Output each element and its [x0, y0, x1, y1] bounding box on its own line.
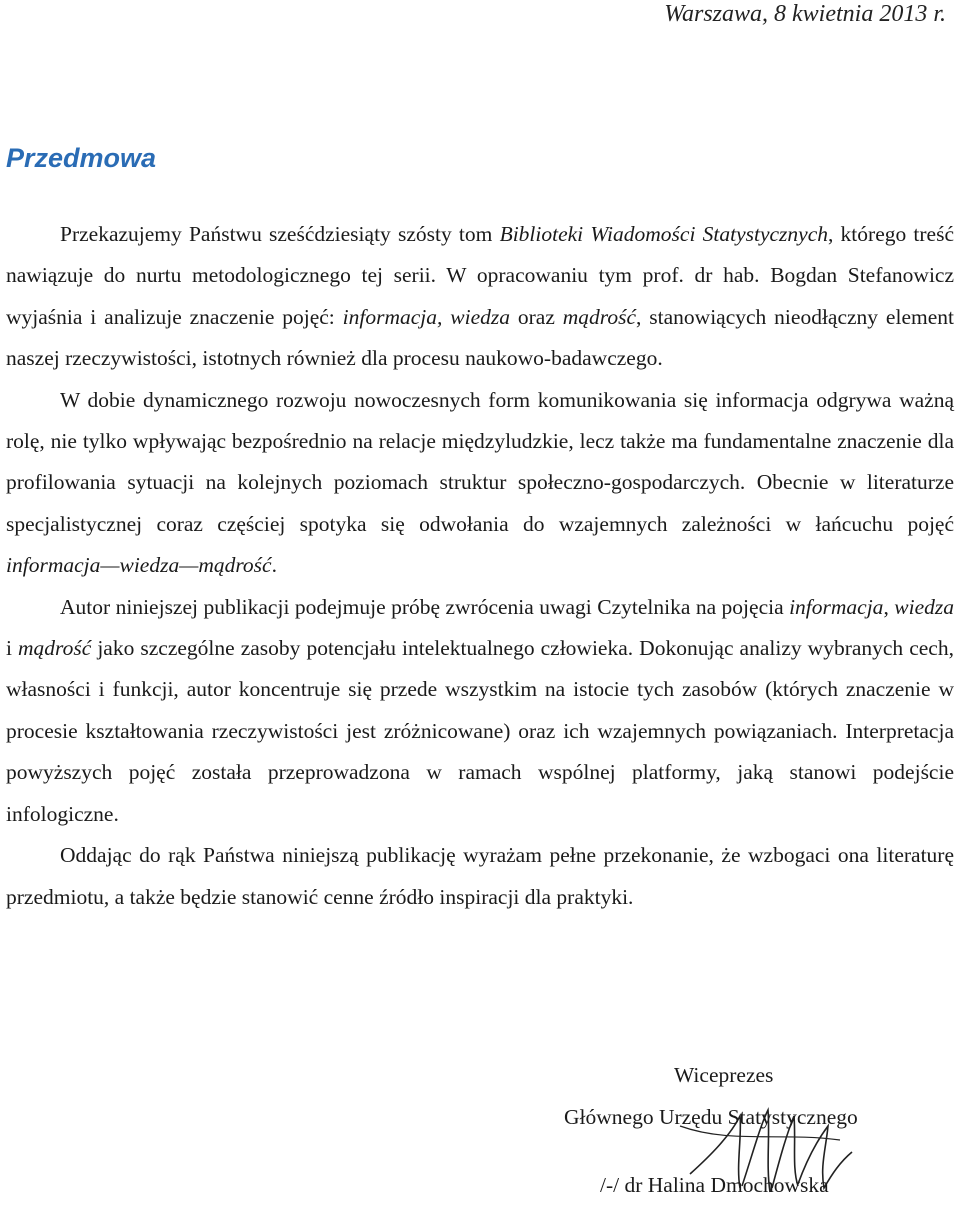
- paragraph: [6, 587, 954, 835]
- signatory-role: Wiceprezes: [674, 1063, 774, 1087]
- signature-block: [540, 1056, 920, 1206]
- paragraph: [6, 835, 954, 918]
- date-line: Warszawa, 8 kwietnia 2013 r.: [664, 1, 946, 27]
- italic-term: mądrość: [562, 304, 637, 329]
- text-run: Oddając do rąk Państwa niniejszą publikację wyrażam pełne przekonanie, że wzbogaci ona literaturę przedmiotu, a także będzie stanowić cenne źródło inspiracji dla praktyki.: [6, 843, 954, 909]
- italic-term: informacja, wiedza: [342, 304, 510, 329]
- italic-term: Biblioteki Wiadomości Statystycznych: [499, 222, 828, 246]
- text-run: , którego treść nawiązuje do nurtu metodologicznego tej serii. W opracowaniu tym prof. dr hab. Bogdan Stefanowicz wyjaśnia i analizuje znaczenie pojęć:: [6, 222, 955, 329]
- text-run: Przekazujemy Państwu sześćdziesiąty szósty tom: [60, 222, 500, 246]
- paragraph: [6, 214, 954, 380]
- text-run: jako szczególne zasoby potencjału intelektualnego człowieka. Dokonując analizy wybranych cech, własności i funkcji, autor koncentruje się przede wszystkim na istocie tych zasobów (których znaczenie w procesie kształtowania rzeczywistości jest zróżnicowane) oraz ich wzajemnych powiązaniach. Interpretacja powyższych pojęć została przeprowadzona w ramach wspólnej platformy, jaką stanowi podejście infologiczne.: [6, 636, 954, 826]
- signatory-name: /-/ dr Halina Dmochowska: [600, 1173, 829, 1197]
- italic-term: wiedza: [894, 594, 954, 619]
- italic-term: informacja—wiedza—mądrość: [6, 553, 272, 578]
- signatory-office: Głównego Urzędu Statystycznego: [564, 1105, 858, 1129]
- preface-body: [6, 214, 954, 918]
- text-run: Autor niniejszej publikacji podejmuje próbę zwrócenia uwagi Czytelnika na pojęcia: [60, 594, 790, 619]
- page-title: Przedmowa: [6, 143, 157, 173]
- italic-term: mądrość: [18, 636, 92, 661]
- text-run: , stanowiących nieodłączny element naszej rzeczywistości, istotnych również dla procesu naukowo-badawczego.: [6, 304, 954, 371]
- text-run: .: [271, 553, 277, 578]
- italic-term: informacja: [789, 594, 884, 619]
- text-run: i: [6, 636, 19, 661]
- text-run: ,: [883, 594, 895, 619]
- text-run: W dobie dynamicznego rozwoju nowoczesnych form komunikowania się informacja odgrywa ważną rolę, nie tylko wpływając bezpośrednio na relacje międzyludzkie, lecz także ma fundamentalne znaczenie dla profilowania sytuacji na kolejnych poziomach struktur społeczno-gospodarczych. Obecnie w literaturze specjalistycznej coraz częściej spotyka się odwołania do wzajemnych zależności w łańcuchu pojęć: [6, 387, 954, 536]
- text-run: oraz: [510, 304, 563, 329]
- paragraph: [6, 380, 954, 587]
